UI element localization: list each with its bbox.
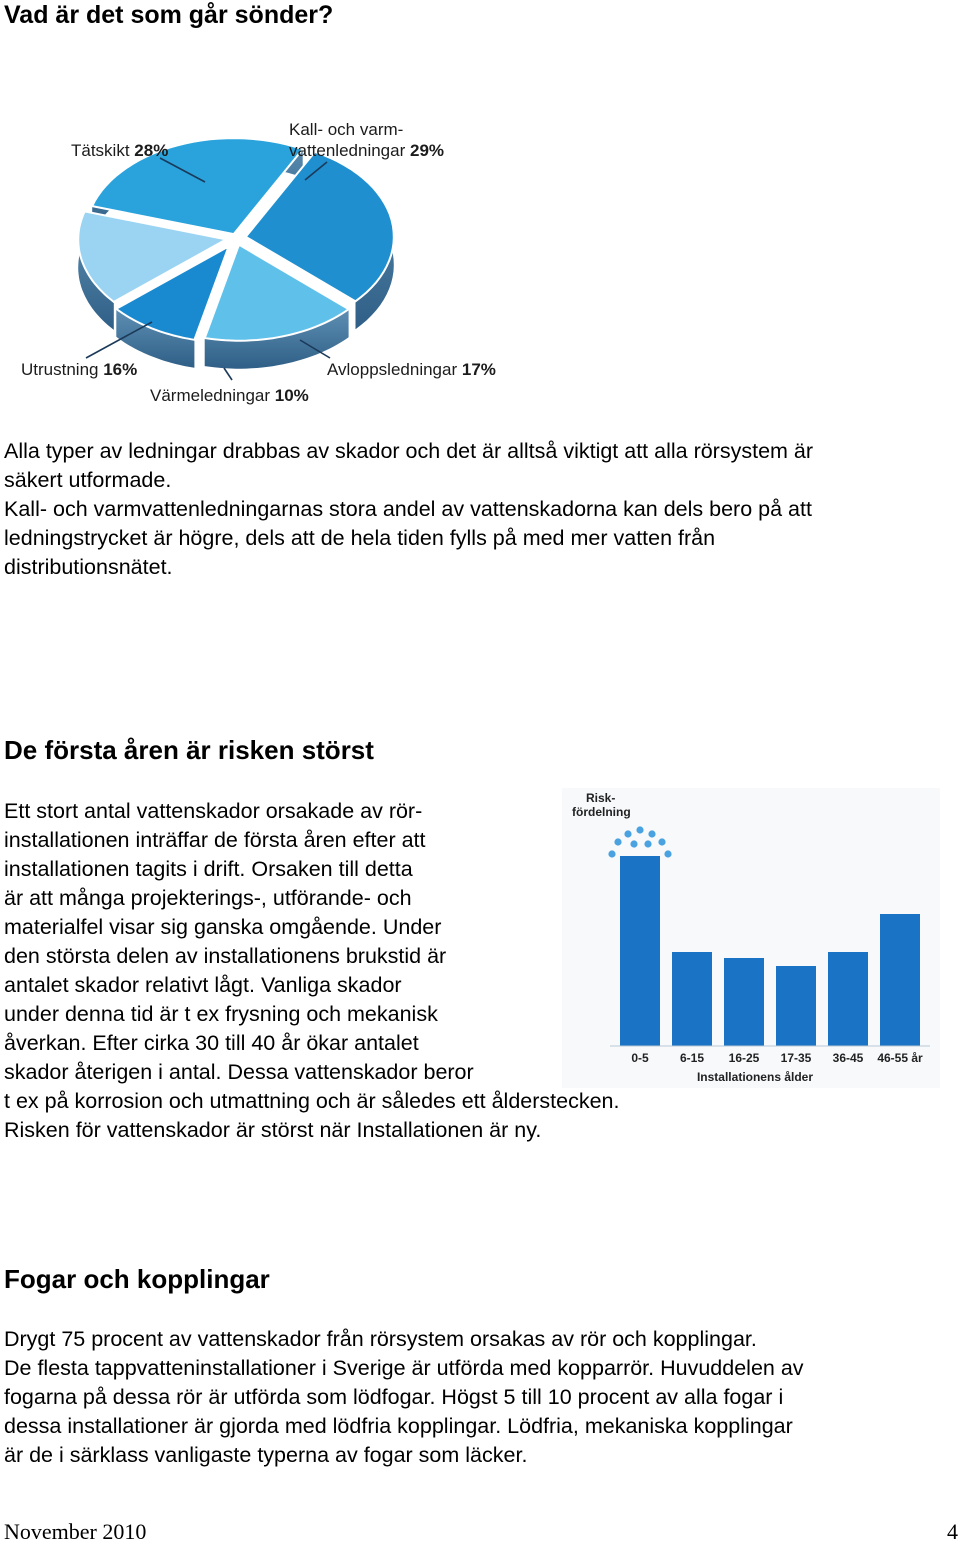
bar bbox=[828, 952, 868, 1046]
pie-chart bbox=[0, 110, 560, 410]
water-drop bbox=[637, 827, 642, 832]
text-line: dessa installationer är gjorda med lödfria kopplingar. Lödfria, mekaniska kopplingar bbox=[4, 1414, 793, 1438]
pie-slices bbox=[78, 138, 394, 369]
text-line: antalet skador relativt lågt. Vanliga skador bbox=[4, 973, 402, 997]
water-drop bbox=[649, 831, 654, 836]
bar bbox=[880, 914, 920, 1046]
x-tick-label: 0-5 bbox=[631, 1051, 649, 1065]
bar bbox=[672, 952, 712, 1046]
water-drop bbox=[631, 841, 636, 846]
water-drop bbox=[665, 851, 670, 856]
text-line: Risken för vattenskador är störst när Installationen är ny. bbox=[4, 1118, 542, 1142]
text-line: Drygt 75 procent av vattenskador från rörsystem orsakas av rör och kopplingar. bbox=[4, 1327, 757, 1351]
text-line: skador återigen i antal. Dessa vattenskador beror bbox=[4, 1060, 474, 1084]
pie-label-kall-varm: Kall- och varm- bbox=[289, 120, 404, 139]
text-line: under denna tid är t ex frysning och mekanisk bbox=[4, 1002, 438, 1026]
text-line: installationen inträffar de första åren efter att bbox=[4, 828, 426, 852]
text-line: fogarna på dessa rör är utförda som lödfogar. Högst 5 till 10 procent av alla fogar i bbox=[4, 1385, 784, 1409]
text-line: ledningstrycket är högre, dels att de hela tiden fylls på med mer vatten från bbox=[4, 526, 716, 550]
page-number: 4 bbox=[947, 1519, 958, 1544]
x-tick-label: 6-15 bbox=[679, 1051, 705, 1065]
text-line: är att många projekterings-, utförande- och bbox=[4, 886, 412, 910]
text-line: Alla typer av ledningar drabbas av skador och det är alltså viktigt att alla rörsystem är bbox=[4, 439, 814, 463]
text-line: åverkan. Efter cirka 30 till 40 år ökar antalet bbox=[4, 1031, 419, 1055]
water-drop bbox=[625, 831, 630, 836]
pie-label-tatskikt: Tätskikt 28% bbox=[71, 141, 169, 160]
x-axis-label: Installationens ålder bbox=[696, 1070, 814, 1084]
pie-label-kall-varm-2: vattenledningar 29% bbox=[289, 141, 445, 160]
water-drop bbox=[615, 839, 620, 844]
pie-label-utrustning: Utrustning 16% bbox=[21, 360, 138, 379]
text-line: säkert utformade. bbox=[4, 468, 172, 492]
x-tick-label: 16-25 bbox=[728, 1051, 760, 1065]
y-axis-label-2: fördelning bbox=[572, 805, 631, 819]
bar bbox=[724, 958, 764, 1046]
footer-date: November 2010 bbox=[4, 1519, 147, 1544]
water-drop bbox=[645, 841, 650, 846]
intro-paragraph bbox=[4, 437, 956, 582]
water-drop bbox=[609, 851, 614, 856]
x-tick-label: 17-35 bbox=[780, 1051, 812, 1065]
section-heading: De första åren är risken störst bbox=[4, 735, 374, 765]
text-line: Ett stort antal vattenskador orsakade av rör- bbox=[4, 799, 423, 823]
text-line: är de i särklass vanligaste typerna av fogar som läcker. bbox=[4, 1443, 528, 1467]
pie-label-varmeledningar: Värmeledningar 10% bbox=[150, 386, 309, 405]
water-drop bbox=[659, 839, 664, 844]
bar-chart bbox=[562, 788, 940, 1088]
text-line: De flesta tappvatteninstallationer i Sverige är utförda med kopparrör. Huvuddelen av bbox=[4, 1356, 804, 1380]
x-tick-label: 36-45 bbox=[832, 1051, 864, 1065]
text-line: Kall- och varmvattenledningarnas stora andel av vattenskadorna kan dels bero på att bbox=[4, 497, 812, 521]
page-title: Vad är det som går sönder? bbox=[4, 1, 334, 29]
text-line: installationen tagits i drift. Orsaken till detta bbox=[4, 857, 413, 881]
text-line: distributionsnätet. bbox=[4, 555, 173, 579]
bar bbox=[620, 856, 660, 1046]
text-line: den största delen av installationens brukstid är bbox=[4, 944, 447, 968]
x-tick-label: 46-55 år bbox=[877, 1051, 923, 1065]
joints-paragraph bbox=[4, 1325, 956, 1470]
section-heading: Fogar och kopplingar bbox=[4, 1264, 270, 1294]
text-line: materialfel visar sig ganska omgående. Under bbox=[4, 915, 442, 939]
text-line: t ex på korrosion och utmattning och är således ett ålderstecken. bbox=[4, 1089, 620, 1113]
y-axis-label-1: Risk- bbox=[586, 791, 616, 805]
pie-label-avlopp: Avloppsledningar 17% bbox=[327, 360, 496, 379]
bar bbox=[776, 966, 816, 1046]
